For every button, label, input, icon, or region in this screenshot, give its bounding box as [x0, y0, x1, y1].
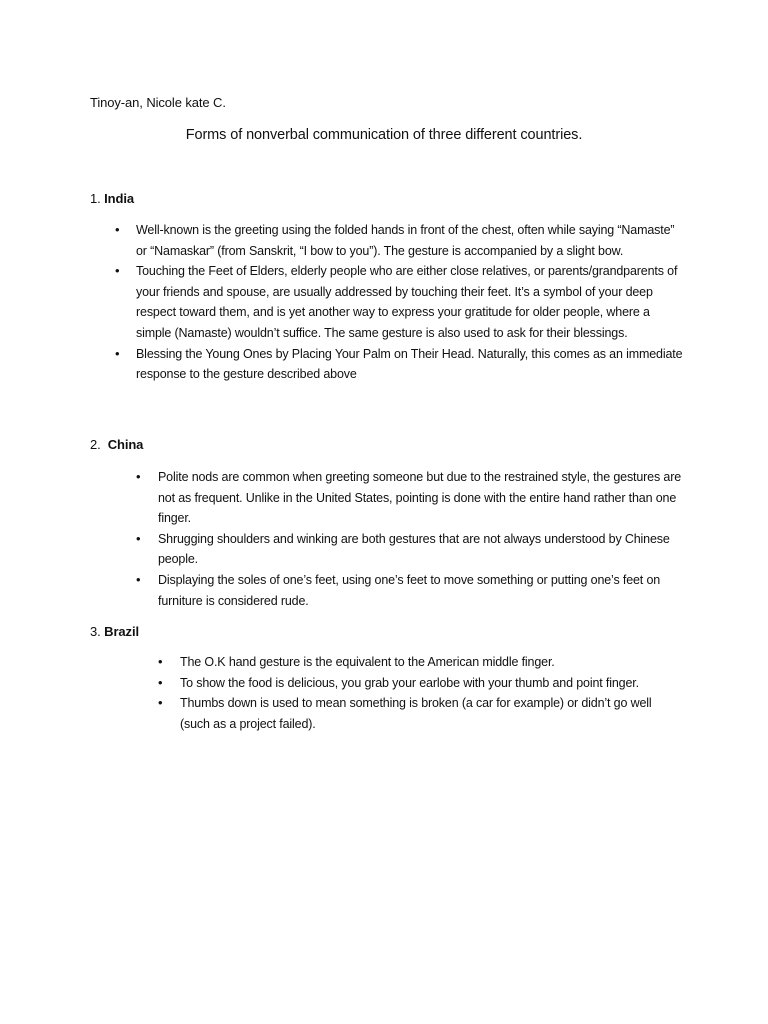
bullet-icon: •: [158, 674, 163, 690]
list-item: [158, 652, 682, 673]
section-heading-china: [90, 436, 143, 454]
list-item: [136, 467, 686, 529]
bullet-icon: •: [136, 469, 141, 484]
list-item-text: Blessing the Young Ones by Placing Your Palm on Their Head. Naturally, this comes as an immediate response to the gesture described above: [136, 346, 683, 382]
list-item-text: Polite nods are common when greeting someone but due to the restrained style, the gestures are not as frequent. Unlike in the United States, pointing is done with the entire hand rather than one finger.: [158, 470, 682, 526]
section-heading-india: [90, 190, 134, 208]
list-item: [115, 220, 684, 261]
bullet-icon: •: [115, 345, 120, 361]
section-number: 3.: [90, 624, 101, 639]
list-item: [136, 529, 686, 570]
author-name: Tinoy-an, Nicole kate C.: [90, 95, 226, 110]
document-title: Forms of nonverbal communication of three different countries.: [185, 127, 583, 143]
list-item: [115, 344, 684, 385]
bullet-icon: •: [115, 222, 120, 237]
section-number: 2.: [90, 437, 101, 452]
section-list-brazil: [158, 652, 682, 734]
section-name: Brazil: [104, 624, 139, 639]
bullet-icon: •: [115, 263, 120, 279]
list-item-text: Shrugging shoulders and winking are both gestures that are not always understood by Chinese people.: [158, 531, 670, 567]
bullet-icon: •: [136, 530, 141, 546]
section-number: 1.: [90, 191, 101, 206]
section-name: India: [104, 191, 135, 206]
bullet-icon: •: [158, 695, 163, 711]
section-list-india: [115, 220, 684, 385]
list-item-text: The O.K hand gesture is the equivalent to the American middle finger.: [180, 655, 555, 669]
list-item: [115, 261, 684, 343]
section-list-china: [136, 467, 686, 611]
bullet-icon: •: [158, 654, 163, 669]
list-item-text: Touching the Feet of Elders, elderly people who are either close relatives, or parents/grandparents of your friends and spouse, are usually addressed by touching their feet. It’s a symbol of your deep respect toward them, and is yet another way to express your gratitude for older people, where a simple (Namaste) wouldn’t suffice. The same gesture is also used to ask for their blessings.: [136, 264, 678, 340]
list-item-text: To show the food is delicious, you grab your earlobe with your thumb and point finger.: [180, 675, 639, 690]
list-item-text: Well-known is the greeting using the folded hands in front of the chest, often while saying “Namaste” or “Namaskar” (from Sanskrit, “I bow to you”). The gesture is accompanied by a slight bow.: [136, 223, 675, 258]
list-item: [136, 570, 686, 611]
section-name: China: [107, 437, 144, 452]
list-item: [158, 693, 682, 734]
section-heading-brazil: [90, 623, 139, 641]
list-item-text: Thumbs down is used to mean something is broken (a car for example) or didn’t go well (such as a project failed).: [180, 696, 652, 731]
bullet-icon: •: [136, 571, 141, 587]
list-item-text: Displaying the soles of one’s feet, using one’s feet to move something or putting one’s feet on furniture is considered rude.: [158, 572, 661, 608]
list-item: [158, 673, 682, 694]
